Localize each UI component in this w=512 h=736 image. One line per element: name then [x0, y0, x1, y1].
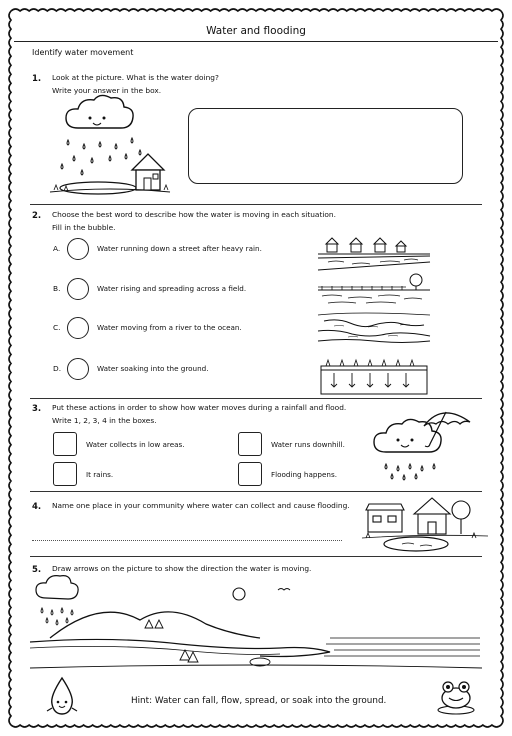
title-divider [14, 41, 498, 42]
q2-option-b-bubble[interactable] [67, 278, 89, 300]
q2-option-d-bubble[interactable] [67, 358, 89, 380]
q3-item-1: Water collects in low areas. [86, 440, 185, 449]
q2-option-b-letter: B. [53, 284, 61, 293]
street-flood-picture [318, 232, 430, 272]
q2-option-d-text: Water soaking into the ground. [97, 364, 209, 373]
q3-item-3: It rains. [86, 470, 114, 479]
q3-item-2: Water runs downhill. [271, 440, 345, 449]
q3-item-4: Flooding happens. [271, 470, 337, 479]
q2-option-b-text: Water rising and spreading across a field. [97, 284, 247, 293]
q5-text: Draw arrows on the picture to show the direction the water is moving. [52, 564, 312, 573]
q3-box-4[interactable] [238, 462, 262, 486]
q4-number: 4. [32, 502, 42, 512]
q3-box-3[interactable] [53, 462, 77, 486]
section-divider-4 [30, 556, 482, 557]
hint-text: Hint: Water can fall, flow, spread, or soak into the ground. [131, 696, 387, 706]
q1-number: 1. [32, 74, 42, 84]
q3-number: 3. [32, 404, 42, 414]
q2-option-c-letter: C. [53, 323, 61, 332]
q2-option-c-text: Water moving from a river to the ocean. [97, 323, 242, 332]
q3-line2: Write 1, 2, 3, 4 in the boxes. [52, 416, 157, 425]
field-flood-picture [318, 272, 430, 306]
community-flood-picture [360, 494, 490, 556]
q2-option-a-text: Water running down a street after heavy rain. [97, 244, 262, 253]
section-divider-1 [30, 204, 482, 205]
section-divider-2 [30, 398, 482, 399]
q5-number: 5. [32, 565, 42, 575]
frog-mascot-icon [435, 676, 477, 716]
droplet-mascot-icon [44, 676, 80, 716]
rain-house-picture [40, 98, 180, 198]
q2-option-d-letter: D. [53, 364, 62, 373]
page-subtitle: Identify water movement [32, 48, 134, 57]
q2-option-a-letter: A. [53, 244, 61, 253]
q1-answer-box[interactable] [188, 108, 463, 184]
q1-line1: Look at the picture. What is the water doing? [52, 73, 219, 82]
q4-text: Name one place in your community where water can collect and cause flooding. [52, 501, 350, 510]
section-divider-3 [30, 491, 482, 492]
q1-line2: Write your answer in the box. [52, 86, 162, 95]
cloud-umbrella-picture [372, 402, 472, 482]
landscape-picture [30, 578, 482, 678]
river-ocean-picture [318, 309, 430, 349]
q2-option-a-bubble[interactable] [67, 238, 89, 260]
q2-line1: Choose the best word to describe how the water is moving in each situation. [52, 210, 336, 219]
q2-option-c-bubble[interactable] [67, 317, 89, 339]
page-title: Water and flooding [206, 25, 306, 37]
soak-ground-picture [320, 358, 428, 396]
q3-box-1[interactable] [53, 432, 77, 456]
q3-box-2[interactable] [238, 432, 262, 456]
q2-line2: Fill in the bubble. [52, 223, 116, 232]
q3-line1: Put these actions in order to show how water moves during a rainfall and flood. [52, 403, 347, 412]
q2-number: 2. [32, 211, 42, 221]
q4-answer-line[interactable] [32, 540, 342, 541]
